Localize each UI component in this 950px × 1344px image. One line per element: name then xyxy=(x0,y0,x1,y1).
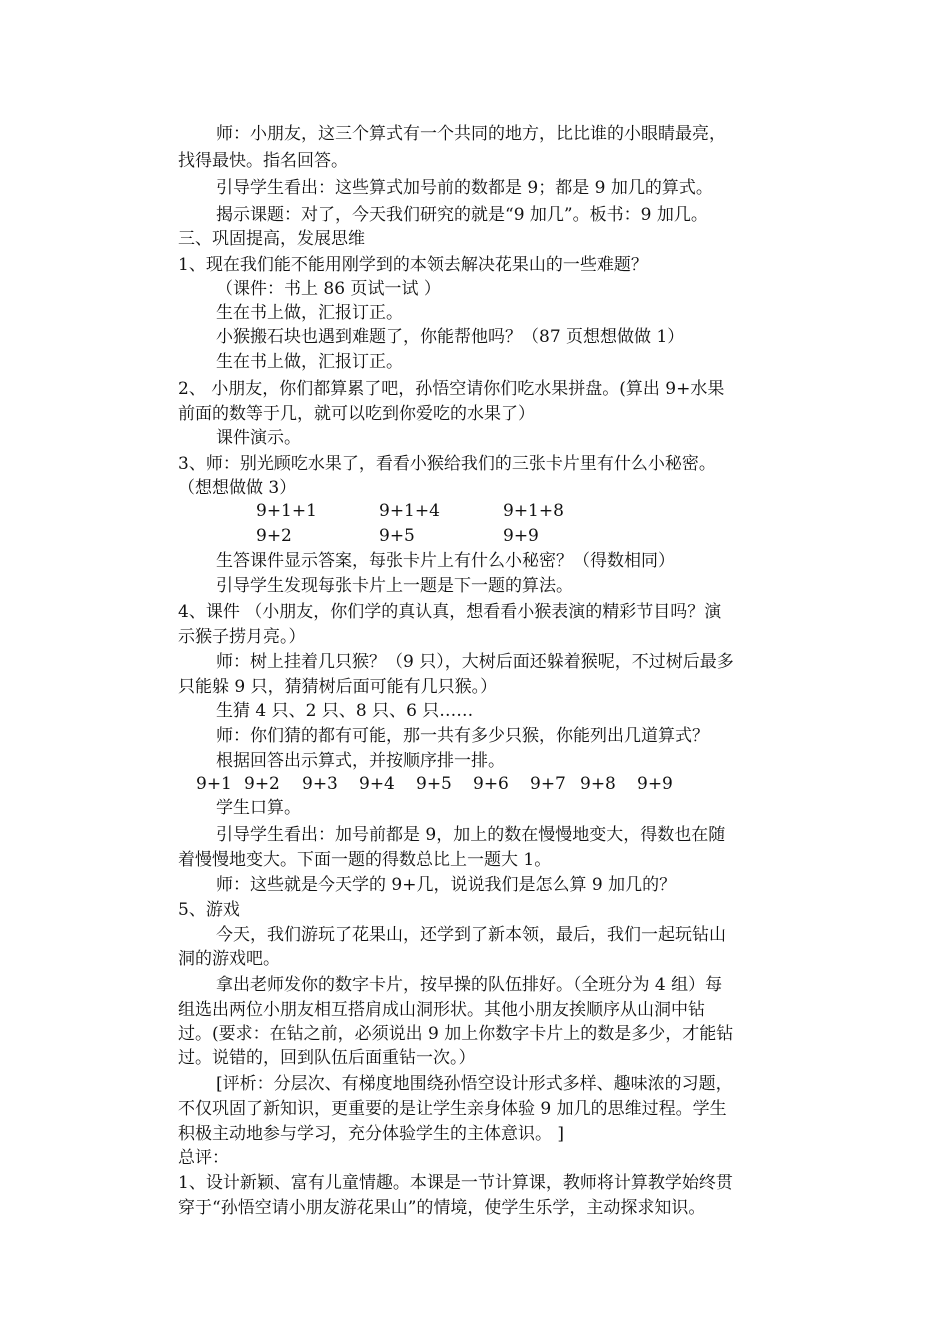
paragraph-line: 学生口算。 xyxy=(216,798,301,818)
paragraph-line: 引导学生看出：加号前都是 9，加上的数在慢慢地变大，得数也在随 xyxy=(216,825,726,845)
paragraph-line: 课件演示。 xyxy=(216,428,301,448)
paragraph-line: 师：这些就是今天学的 9+几，说说我们是怎么算 9 加几的？ xyxy=(216,875,677,895)
paragraph-line: 前面的数等于几，就可以吃到你爱吃的水果了） xyxy=(178,404,535,424)
paragraph-line: 2、 小朋友，你们都算累了吧，孙悟空请你们吃水果拼盘。(算出 9+水果 xyxy=(178,379,725,399)
sequence-expression: 9+4 xyxy=(359,774,395,794)
paragraph-line: 3、师：别光顾吃水果了，看看小猴给我们的三张卡片里有什么小秘密。 xyxy=(178,454,716,474)
sequence-expression: 9+3 xyxy=(302,774,338,794)
review-line: 积极主动地参与学习，充分体验学生的主体意识。 ] xyxy=(178,1124,565,1144)
sequence-expression: 9+1 xyxy=(196,774,232,794)
card-expression: 9+5 xyxy=(379,526,415,546)
paragraph-line: 生答课件显示答案，每张卡片上有什么小秘密？（得数相同） xyxy=(216,551,675,571)
section-heading: 三、巩固提高，发展思维 xyxy=(178,229,365,249)
card-expression: 9+9 xyxy=(503,526,539,546)
paragraph-line: （课件：书上 86 页试一试 ） xyxy=(216,279,441,299)
sequence-expression: 9+6 xyxy=(473,774,509,794)
paragraph-line: 穿于“孙悟空请小朋友游花果山”的情境，使学生乐学，主动探求知识。 xyxy=(178,1198,706,1218)
paragraph-line: 揭示课题：对了，今天我们研究的就是“9 加几”。板书：9 加几。 xyxy=(216,205,708,225)
sequence-expression: 9+8 xyxy=(580,774,616,794)
paragraph-line: 1、设计新颖、富有儿童情趣。本课是一节计算课，教师将计算教学始终贯 xyxy=(178,1173,733,1193)
sequence-expression: 9+2 xyxy=(244,774,280,794)
paragraph-line: 生在书上做，汇报订正。 xyxy=(216,352,403,372)
card-expression: 9+1+8 xyxy=(503,501,564,521)
review-line: 不仅巩固了新知识，更重要的是让学生亲身体验 9 加几的思维过程。学生 xyxy=(178,1099,727,1119)
review-line: [评析：分层次、有梯度地围绕孙悟空设计形式多样、趣味浓的习题， xyxy=(216,1074,733,1094)
paragraph-line: 洞的游戏吧。 xyxy=(178,949,280,969)
paragraph-line: 生在书上做，汇报订正。 xyxy=(216,303,403,323)
paragraph-line: 小猴搬石块也遇到难题了，你能帮他吗？（87 页想想做做 1） xyxy=(216,327,685,347)
paragraph-line: 拿出老师发你的数字卡片，按早操的队伍排好。（全班分为 4 组）每 xyxy=(216,975,723,995)
paragraph-line: 根据回答出示算式，并按顺序排一排。 xyxy=(216,751,505,771)
paragraph-line: 只能躲 9 只，猜猜树后面可能有几只猴。） xyxy=(178,677,498,697)
paragraph-line: 过。说错的，回到队伍后面重钻一次。） xyxy=(178,1048,476,1068)
paragraph-line: 今天，我们游玩了花果山，还学到了新本领，最后，我们一起玩钻山 xyxy=(216,925,726,945)
paragraph-line: 过。(要求：在钻之前，必须说出 9 加上你数字卡片上的数是多少，才能钻 xyxy=(178,1024,734,1044)
section-heading: 总评： xyxy=(178,1148,229,1168)
sequence-expression: 9+5 xyxy=(416,774,452,794)
sequence-expression: 9+9 xyxy=(637,774,673,794)
paragraph-line: 师：你们猜的都有可能，那一共有多少只猴，你能列出几道算式？ xyxy=(216,726,709,746)
paragraph-line: 引导学生发现每张卡片上一题是下一题的算法。 xyxy=(216,576,573,596)
paragraph-line: （想想做做 3） xyxy=(178,478,297,498)
paragraph-line: 师：树上挂着几只猴？（9 只），大树后面还躲着猴呢，不过树后最多 xyxy=(216,652,734,672)
card-expression: 9+1+1 xyxy=(256,501,317,521)
paragraph-line: 示猴子捞月亮。） xyxy=(178,627,306,647)
paragraph-line: 着慢慢地变大。下面一题的得数总比上一题大 1。 xyxy=(178,850,552,870)
paragraph-line: 师：小朋友，这三个算式有一个共同的地方，比比谁的小眼睛最亮， xyxy=(216,124,726,144)
paragraph-line: 组选出两位小朋友相互搭肩成山洞形状。其他小朋友挨顺序从山洞中钻 xyxy=(178,1000,705,1020)
sequence-expression: 9+7 xyxy=(530,774,566,794)
section-heading: 5、游戏 xyxy=(178,900,240,920)
paragraph-line: 1、现在我们能不能用刚学到的本领去解决花果山的一些难题？ xyxy=(178,255,648,275)
card-expression: 9+1+4 xyxy=(379,501,440,521)
paragraph-line: 找得最快。指名回答。 xyxy=(178,151,348,171)
card-expression: 9+2 xyxy=(256,526,292,546)
paragraph-line: 生猜 4 只、2 只、8 只、6 只…… xyxy=(216,701,474,721)
paragraph-line: 4、课件 （小朋友，你们学的真认真，想看看小猴表演的精彩节目吗？演 xyxy=(178,602,722,622)
paragraph-line: 引导学生看出：这些算式加号前的数都是 9；都是 9 加几的算式。 xyxy=(216,178,713,198)
